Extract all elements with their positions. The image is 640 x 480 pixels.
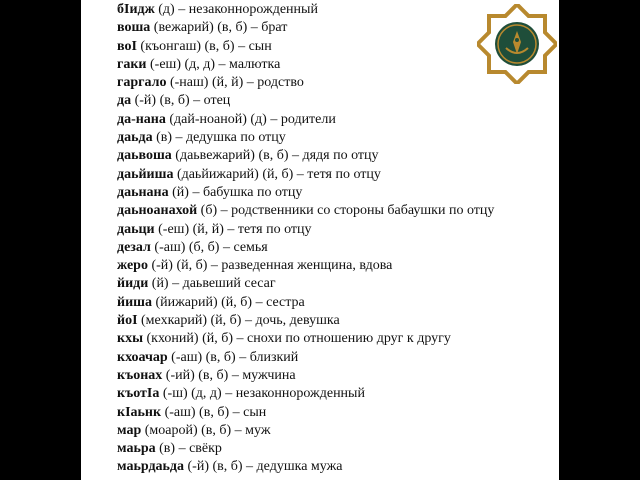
term-definition: (-наш) (й, й) – родство [166, 75, 304, 91]
term-definition: (-ий) (в, б) – мужчина [162, 367, 296, 383]
term-entry [117, 129, 494, 147]
term-definition: (-аш) (в, б) – сын [161, 404, 267, 420]
term-entry [117, 221, 494, 239]
term-definition: (даьйижарий) (й, б) – тетя по отцу [173, 166, 381, 182]
term-entry [117, 202, 494, 220]
term-word: бIидж [117, 2, 155, 17]
term-definition: (-аш) (в, б) – близкий [167, 349, 299, 365]
term-definition: (мехкарий) (й, б) – дочь, девушка [137, 313, 340, 329]
term-entry [117, 56, 494, 74]
term-entry [117, 147, 494, 165]
term-entry [117, 404, 494, 422]
term-entry [117, 19, 494, 37]
term-definition: (-й) (в, б) – дедушка мужа [184, 459, 343, 475]
term-word: гаки [117, 56, 147, 72]
term-word: да [117, 93, 132, 109]
term-definition: (-й) (й, б) – разведенная женщина, вдова [147, 258, 393, 274]
term-entry [117, 184, 494, 202]
term-entry [117, 1, 494, 19]
term-word: даьци [117, 221, 155, 237]
term-entry [117, 38, 494, 56]
term-entry [117, 275, 494, 293]
term-word: да-нана [117, 111, 166, 127]
term-entry [117, 440, 494, 458]
term-entry [117, 385, 494, 403]
term-entry [117, 239, 494, 257]
term-entry [117, 294, 494, 312]
term-definition: (б) – родственники со стороны бабаушки по отцу [197, 203, 495, 219]
term-entry [117, 458, 494, 476]
term-entry [117, 166, 494, 184]
term-definition: (-аш) (б, б) – семья [150, 239, 268, 255]
term-definition: (-ш) (д, д) – незаконнорожденный [159, 386, 365, 402]
term-definition: (йижарий) (й, б) – сестра [151, 294, 305, 310]
term-entry [117, 74, 494, 92]
term-word: даьда [117, 130, 153, 146]
term-definition: (-й) (в, б) – отец [131, 93, 231, 109]
term-entry [117, 312, 494, 330]
term-word: маьра [117, 441, 156, 457]
term-word: дезал [117, 239, 151, 255]
term-definition: (й) – бабушка по отцу [168, 184, 303, 200]
term-word: йоI [117, 313, 138, 329]
term-definition: (вежарий) (в, б) – брат [150, 20, 288, 36]
term-word: даьйиша [117, 166, 174, 182]
term-definition: (кхоний) (й, б) – снохи по отношению друг к другу [143, 331, 451, 347]
term-word: мар [117, 422, 142, 438]
term-definition: (къонгаш) (в, б) – сын [136, 38, 272, 54]
term-word: даьвоша [117, 148, 172, 164]
term-entry [117, 330, 494, 348]
term-word: жеро [117, 258, 148, 274]
term-word: кхоачар [117, 349, 168, 365]
term-word: кхы [117, 331, 143, 347]
document-page [81, 0, 559, 480]
term-word: воша [117, 20, 151, 36]
term-word: йиша [117, 294, 152, 310]
term-definition: (й) – даьвеший сесаг [148, 276, 276, 292]
term-word: къонах [117, 367, 163, 383]
term-definition: (д) – незаконнорожденный [154, 2, 318, 17]
term-entry [117, 422, 494, 440]
term-word: гаргало [117, 75, 167, 91]
term-entry [117, 367, 494, 385]
term-definition: (даьвежарий) (в, б) – дядя по отцу [171, 148, 379, 164]
term-definition: (в) – свёкр [155, 441, 222, 457]
term-word: маьрдаьда [117, 459, 185, 475]
term-word: даьноанахой [117, 203, 198, 219]
term-definition: (в) – дедушка по отцу [152, 130, 286, 146]
term-definition: (моарой) (в, б) – муж [141, 422, 271, 438]
term-definition: (-еш) (д, д) – малютка [146, 56, 281, 72]
term-entry [117, 257, 494, 275]
term-word: къотIа [117, 386, 160, 402]
term-definition: (дай-ноаной) (д) – родители [165, 111, 336, 127]
term-entry [117, 92, 494, 110]
term-list [117, 1, 494, 477]
term-definition: (-еш) (й, й) – тетя по отцу [154, 221, 312, 237]
term-entry [117, 111, 494, 129]
term-word: воI [117, 38, 137, 54]
term-word: даьнана [117, 184, 169, 200]
term-entry [117, 349, 494, 367]
term-word: йиди [117, 276, 149, 292]
term-word: кIаьнк [117, 404, 162, 420]
